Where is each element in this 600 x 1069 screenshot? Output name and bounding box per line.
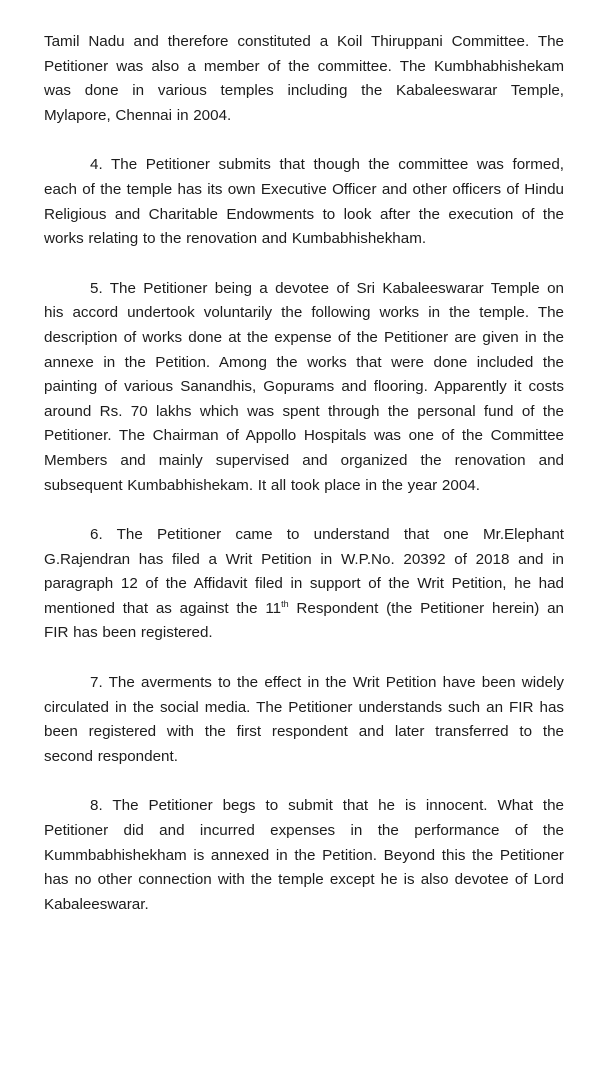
text-line: circulated in the social media. The Petitioner understands such an FIR has <box>44 698 564 716</box>
text-line: second respondent. <box>44 747 178 765</box>
text-line: FIR has been registered. <box>44 624 213 642</box>
superscript: th <box>281 598 289 609</box>
text-line: Mylapore, Chennai in 2004. <box>44 106 232 124</box>
text-line: has no other connection with the temple except he is also devotee of Lord <box>44 871 564 889</box>
text-line: was done in various temples including the Kabaleeswarar Temple, <box>44 82 564 100</box>
paragraph-5 <box>44 277 564 498</box>
paragraph-3-continued <box>44 30 564 128</box>
text-line: Petitioner did and incurred expenses in the performance of the <box>44 822 564 840</box>
text-line: Kummbabhishekham is annexed in the Petition. Beyond this the Petitioner <box>44 846 564 864</box>
text-line: Petitioner. The Chairman of Appollo Hospitals was one of the Committee <box>44 427 564 445</box>
text-line: painting of various Sanandhis, Gopurams and flooring. Apparently it costs <box>44 378 564 396</box>
text-line: 6. The Petitioner came to understand that one Mr.Elephant <box>90 526 564 544</box>
text-line: been registered with the first respondent and later transferred to the <box>44 723 564 741</box>
text-fragment: Respondent (the Petitioner herein) an <box>288 599 564 617</box>
text-line: Tamil Nadu and therefore constituted a Koil Thiruppani Committee. The <box>44 33 564 50</box>
text-line: his accord undertook voluntarily the following works in the temple. The <box>44 304 564 322</box>
text-line: each of the temple has its own Executive Officer and other officers of Hindu <box>44 180 564 198</box>
text-line: G.Rajendran has filed a Writ Petition in W.P.No. 20392 of 2018 and in <box>44 550 564 568</box>
text-fragment: mentioned that as against the 11 <box>44 599 282 617</box>
text-line: 4. The Petitioner submits that though the committee was formed, <box>90 156 564 174</box>
text-line: paragraph 12 of the Affidavit filed in support of the Writ Petition, he had <box>44 575 564 593</box>
text-line: description of works done at the expense of the Petitioner are given in the <box>44 328 564 346</box>
text-line: Petitioner was also a member of the committee. The Kumbhabhishekam <box>44 57 564 75</box>
text-line: annexe in the Petition. Among the works that were done included the <box>44 353 564 371</box>
text-line: Religious and Charitable Endowments to look after the execution of the <box>44 205 564 223</box>
paragraph-4 <box>44 153 564 251</box>
text-line: 8. The Petitioner begs to submit that he is innocent. What the <box>90 797 564 815</box>
text-line: Members and mainly supervised and organized the renovation and <box>44 451 564 469</box>
paragraph-8 <box>44 794 564 917</box>
text-line: Kabaleeswarar. <box>44 895 149 913</box>
paragraph-7 <box>44 671 564 769</box>
text-line-with-superscript <box>44 597 564 622</box>
text-line: 5. The Petitioner being a devotee of Sri Kabaleeswarar Temple on <box>90 279 564 297</box>
text-line: 7. The averments to the effect in the Writ Petition have been widely <box>90 674 564 692</box>
text-line: around Rs. 70 lakhs which was spent through the personal fund of the <box>44 402 564 420</box>
paragraph-6 <box>44 523 564 646</box>
text-line: subsequent Kumbabhishekam. It all took place in the year 2004. <box>44 476 480 494</box>
text-line: works relating to the renovation and Kumbabhishekham. <box>44 230 427 248</box>
